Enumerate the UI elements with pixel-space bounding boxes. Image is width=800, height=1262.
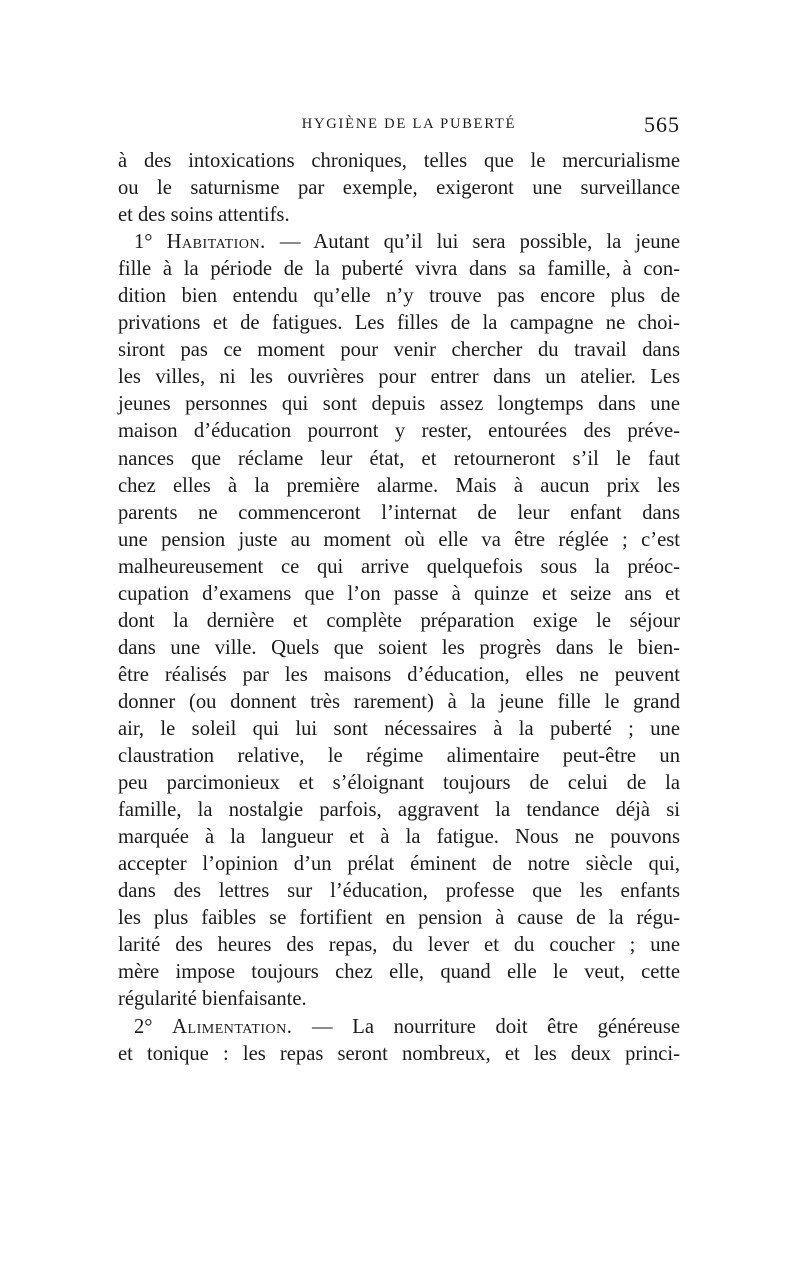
text-line: à des intoxications chroniques, telles que le mercurialisme [118,150,680,172]
section-heading-line [118,229,680,256]
body-text [118,148,680,1068]
text-line: les villes, ni les ouvrières pour entrer dans un atelier. Les [118,366,680,389]
text-line: cupation d’examens que l’on passe à quinze et seize ans et [118,582,680,605]
text-line: larité des heures des repas, du lever et du coucher ; une [118,934,680,957]
text-line: parents ne commenceront l’internat de leur enfant dans [118,501,680,524]
section-heading-line [118,1014,680,1041]
text-line: dans des lettres sur l’éducation, professe que les enfants [118,880,680,903]
em-dash: — [279,231,301,254]
text-line: malheureusement ce qui arrive quelquefois sous la préoc- [118,555,680,578]
text-segment: La nourriture doit être généreuse [352,1015,680,1038]
text-line: maison d’éducation pourront y rester, entourées des préve- [118,420,680,443]
text-line: fille à la période de la puberté vivra dans sa famille, à con- [118,258,680,281]
section-number: 2° [134,1015,153,1038]
text-line: régularité bienfaisante. [118,988,307,1011]
text-line: ou le saturnisme par exemple, exigeront une surveillance [118,177,680,200]
text-line: nances que réclame leur état, et retourneront s’il le faut [118,447,680,470]
page-number: 565 [644,112,680,137]
text-line: jeunes personnes qui sont depuis assez longtemps dans une [118,393,680,416]
text-line: dition bien entendu qu’elle n’y trouve pas encore plus de [118,285,680,308]
text-line: mère impose toujours chez elle, quand elle le veut, cette [118,961,680,984]
text-line: et tonique : les repas seront nombreux, et les deux princi- [118,1042,680,1065]
running-title: HYGIÈNE DE LA PUBERTÉ [301,116,517,132]
text-line: accepter l’opinion d’un prélat éminent de notre siècle qui, [118,853,680,876]
text-line: être réalisés par les maisons d’éducation, elles ne peuvent [118,663,680,686]
text-line: siront pas ce moment pour venir chercher du travail dans [118,339,680,362]
text-line: peu parcimonieux et s’éloignant toujours de celui de la [118,772,680,795]
text-line: marquée à la langueur et à la fatigue. Nous ne pouvons [118,826,680,849]
section-heading: Habitation. [166,231,266,254]
text-line: donner (ou donnent très rarement) à la jeune fille le grand [118,690,680,713]
text-line: les plus faibles se fortifient en pension à cause de la régu- [118,907,680,930]
text-segment: Autant qu’il lui sera possible, la jeune [313,231,680,254]
text-line: et des soins attentifs. [118,204,290,227]
section-number: 1° [134,231,153,254]
text-line: air, le soleil qui lui sont nécessaires à la puberté ; une [118,717,680,740]
text-line: famille, la nostalgie parfois, aggravent la tendance déjà si [118,799,680,822]
text-line: chez elles à la première alarme. Mais à aucun prix les [118,474,680,497]
running-head [118,112,680,146]
text-line: claustration relative, le régime alimentaire peut-être un [118,745,680,768]
em-dash: — [312,1015,333,1038]
text-line: privations et de fatigues. Les filles de la campagne ne choi- [118,312,680,335]
text-line: dont la dernière et complète préparation exige le séjour [118,609,680,632]
text-line: dans une ville. Quels que soient les progrès dans le bien- [118,636,680,659]
section-heading: Alimentation. [172,1015,293,1038]
text-line: une pension juste au moment où elle va être réglée ; c’est [118,528,680,551]
